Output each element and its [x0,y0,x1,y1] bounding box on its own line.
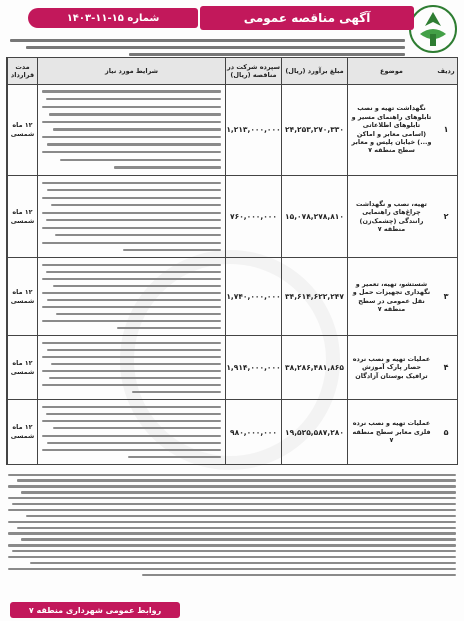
row-deposit: ۱,۲۱۳,۰۰۰,۰۰۰ [225,84,281,175]
row-duration: ۱۲ ماه شمسی [7,176,37,257]
row-index: ۲ [443,212,449,221]
row-index: ۴ [443,363,449,372]
public-relations-footer [10,602,180,618]
tender-table [6,57,458,465]
col-subject: موضوع [347,58,435,84]
row-subject: نگهداشت تهیه و نصب تابلوهای راهنمای مسیر و تابلوهای اطلاعاتی (اسامی معابر و اماکن و...) خیابان پلیس و معابر سطح منطقه ۷ [347,84,435,175]
col-estimate: مبلغ برآورد (ریال) [281,58,347,84]
table-row [7,258,457,336]
row-conditions [37,176,225,257]
row-conditions [37,84,225,175]
row-conditions [37,258,225,335]
table-header [7,58,457,85]
row-index: ۵ [443,427,449,437]
row-duration: ۱۲ ماه شمسی [7,84,37,175]
footer-text: روابط عمومی شهرداری منطقه ۷ [28,605,162,615]
row-deposit: ۷۶۰,۰۰۰,۰۰۰ [225,176,281,257]
col-deposit: سپرده شرکت در مناقصه (ریال) [225,58,281,84]
notice-number [28,8,198,28]
notice-title [200,6,414,30]
row-estimate: ۱۵,۰۷۸,۲۷۸,۸۱۰ [281,176,347,257]
row-deposit: ۹۸۰,۰۰۰,۰۰۰ [225,400,281,464]
table-row [7,336,457,400]
table-row [7,400,457,464]
row-index: ۳ [443,292,449,301]
row-subject: عملیات تهیه و نصب نرده فلزی معابر سطح منطقه ۷ [347,400,435,464]
table-row [7,84,457,176]
row-deposit: ۱,۷۴۰,۰۰۰,۰۰۰ [225,258,281,335]
row-duration: ۱۲ ماه شمسی [7,400,37,464]
notice-number-text: شماره ۱۵-۱۱-۱۴۰۳ [66,12,160,24]
row-subject: تهیه، نصب و نگهداشت چراغ‌های راهنمایی رانندگی (چشمک‌زن) منطقه ۷ [347,176,435,257]
row-subject: شستشو، تهیه، تعمیر و نگهداری تجهیزات حمل و نقل عمومی در سطح منطقه ۷ [347,258,435,335]
row-estimate: ۲۴,۲۵۳,۲۷۰,۳۳۰ [281,84,347,175]
notes-section [8,470,456,596]
col-row: ردیف [437,67,455,75]
notice-header [0,0,464,60]
row-estimate: ۱۹,۵۲۵,۵۸۷,۲۸۰ [281,400,347,464]
row-subject: عملیات تهیه و نصب نرده حصار پارک آموزش ترافیک بوستان آزادگان [347,336,435,399]
row-duration: ۱۲ ماه شمسی [7,336,37,399]
row-conditions [37,336,225,399]
table-row [7,176,457,258]
row-conditions [37,400,225,464]
row-duration: ۱۲ ماه شمسی [7,258,37,335]
notice-title-text: آگهی مناقصه عمومی [243,11,371,25]
municipality-logo-icon [408,4,458,54]
row-estimate: ۳۸,۲۸۶,۴۸۱,۸۶۵ [281,336,347,399]
row-estimate: ۳۴,۶۱۴,۶۲۲,۲۴۷ [281,258,347,335]
col-duration: مدت قرارداد [7,58,37,84]
row-deposit: ۱,۹۱۴,۰۰۰,۰۰۰ [225,336,281,399]
col-conditions: شرایط مورد نیاز [37,58,225,84]
row-index: ۱ [443,125,449,134]
